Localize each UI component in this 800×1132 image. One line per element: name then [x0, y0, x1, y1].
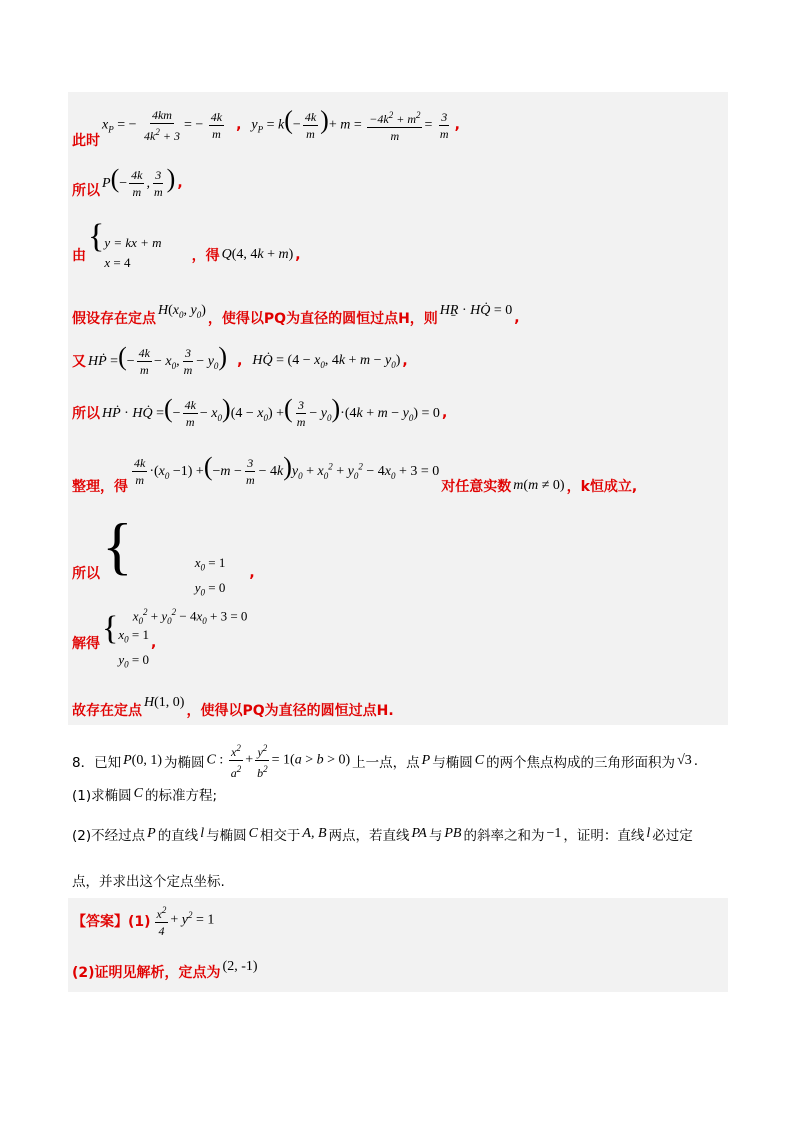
yp-formula: $y_P = k(-$ $\frac{4k}{m}$ )+ m = $\frac{-4k^2 + m^2}{m}$ = $\frac{3}{m}$ — [251, 105, 449, 143]
solution-line-2: 所以 P(− $\frac{4k}{m}$ , $\frac{3}{m}$ ) , — [72, 164, 183, 200]
xp-formula: $x_P$ = − $\frac{4km}{4k^2 + 3}$ = − $\frac{4k}{m}$ — [102, 107, 223, 143]
question-2: (2)不经过点 P 的直线 l 与椭圆 C 相交于 A, B 两点，若直线 PA 与 PB 的斜率之和为 −1 ，证明：直线 l 必过定 — [72, 826, 693, 844]
solution-line-9: 解得 { $x_0 = 1$ $y_0 = 0$ , — [72, 610, 157, 670]
question-2-cont: 点，并求出这个定点坐标. — [72, 874, 225, 890]
solution-line-5: 又 HṖ =(− $\frac{4k}{m}$ − $x_0$, $\frac{3}{m}$ − $y_0$) , HQ̇ = ($4 - x_0$, $4k + m - y_0$) , — [72, 342, 408, 378]
question-1: (1)求椭圆 C 的标准方程; — [72, 786, 218, 804]
answer-line-1: 【答案】(1) $\frac{x^2}{4}$ + $y^2 = 1$ — [72, 902, 216, 939]
answer-line-2: (2)证明见解析，定点为 (2, -1) — [72, 959, 258, 981]
solution-line-10: 故存在定点 H(1, 0) ，使得以PQ为直径的圆恒过点H. — [72, 695, 394, 719]
p-point: P(− $\frac{4k}{m}$ , $\frac{3}{m}$ ) — [102, 164, 176, 200]
solution-line-1: 此时 $x_P$ = − $\frac{4km}{4k^2 + 3}$ = − $\frac{4k}{m}$ , $y_P = k(-$ $\frac{4k}{m}$ )+ m = $\frac{-4k^2 + m^2}{m}$ = $\frac{3}{m}$ , — [72, 105, 460, 149]
solution-line-3: 由 { y = kx + m x = 4 ，得 Q(4, 4k + m) , — [72, 220, 301, 273]
problem-8-statement: 8． 已知 P(0, 1) 为椭圆 C : $\frac{x^2}{a^2}$ + $\frac{y^2}{b^2}$ = 1(a > b > 0) 上一点，点 P 与椭圆 C 的两个焦点构成的三角形面积为 √3 . — [72, 740, 698, 781]
solution-line-6: 所以 HṖ · HQ̇ =(− $\frac{4k}{m}$ − $x_0)(4 - x_0)$ +( $\frac{3}{m}$ − $y_0)\cdot(4k + m - y_0) = 0$ , — [72, 394, 448, 430]
solution-line-8: 所以 { $x_0 = 1$ $y_0 = 0$ $x_0^2 + y_0^2 - 4x_0 + 3 = 0$ , — [72, 510, 255, 627]
solution-line-4: 假设存在定点 $H(x_0$, $y_0$) ，使得以PQ为直径的圆恒过点H，则 HṞ · HQ̇ = 0 , — [72, 302, 520, 327]
system-yq: { y = kx + m x = 4 — [88, 218, 162, 270]
solution-line-7: 整理，得 $\frac{4k}{m}$ $\cdot(x_0 -1) +(-m$ − $\frac{3}{m}$ − $4k)y_0 + x_0^2 + y_0^2 - 4x_0 + 3 = 0$ 对任意实数 m(m ≠ 0) ，k恒成立, — [72, 451, 638, 495]
